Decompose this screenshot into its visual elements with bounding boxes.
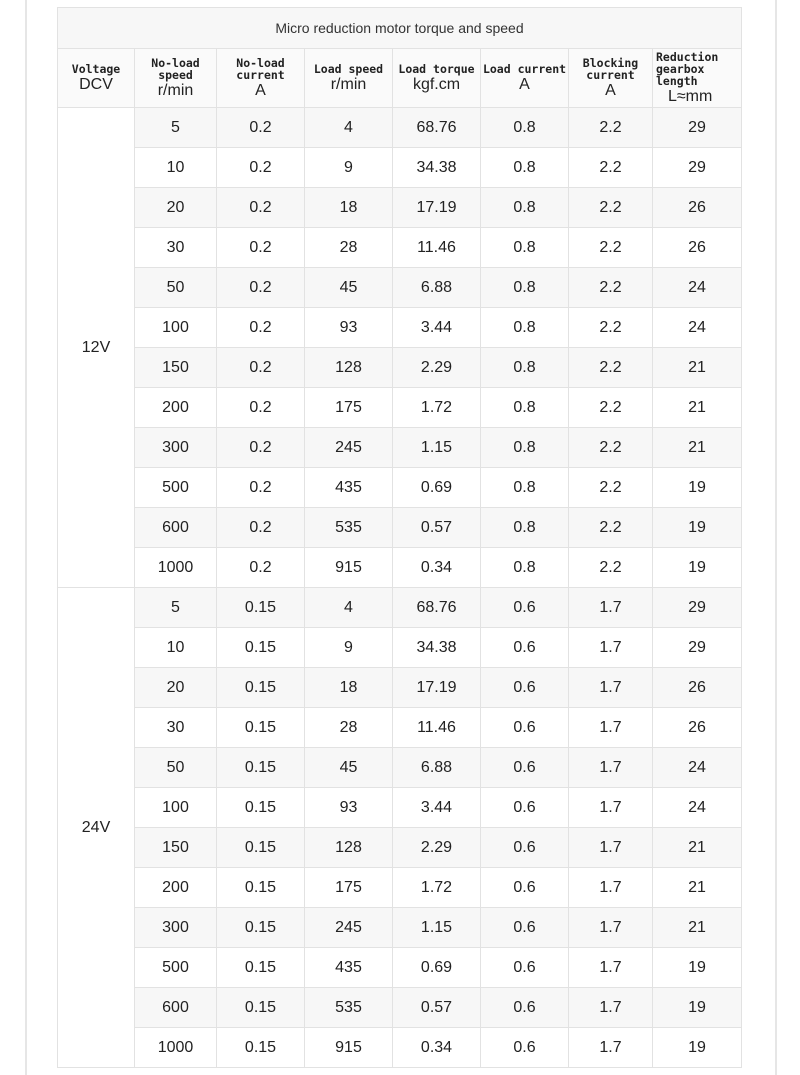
table-cell: 0.6 xyxy=(481,988,569,1028)
table-cell: 2.2 xyxy=(569,508,653,548)
table-cell: 0.8 xyxy=(481,348,569,388)
column-header-label: Blocking current xyxy=(582,55,639,82)
table-cell: 1.7 xyxy=(569,868,653,908)
table-cell: 0.34 xyxy=(393,548,481,588)
table-cell: 2.2 xyxy=(569,308,653,348)
table-row xyxy=(58,428,742,468)
table-cell: 21 xyxy=(653,908,742,948)
table-cell: 300 xyxy=(135,428,217,468)
table-cell: 1.7 xyxy=(569,988,653,1028)
table-cell: 175 xyxy=(305,868,393,908)
table-row xyxy=(58,588,742,628)
table-cell: 4 xyxy=(305,108,393,148)
table-cell: 0.6 xyxy=(481,788,569,828)
table-cell: 26 xyxy=(653,668,742,708)
table-cell: 3.44 xyxy=(393,308,481,348)
column-header-label: Reduction gearbox length xyxy=(656,49,719,88)
table-cell: 0.6 xyxy=(481,748,569,788)
table-cell: 0.8 xyxy=(481,508,569,548)
table-cell: 29 xyxy=(653,628,742,668)
table-row xyxy=(58,868,742,908)
column-header-label: Load speed xyxy=(313,61,384,76)
table-cell: 10 xyxy=(135,148,217,188)
table-cell: 0.15 xyxy=(217,988,305,1028)
table-cell: 0.6 xyxy=(481,948,569,988)
table-row xyxy=(58,308,742,348)
table-cell: 0.2 xyxy=(217,308,305,348)
table-cell: 1.7 xyxy=(569,628,653,668)
column-header-unit: r/min xyxy=(330,75,367,93)
table-cell: 2.2 xyxy=(569,228,653,268)
table-cell: 0.2 xyxy=(217,428,305,468)
table-cell: 24 xyxy=(653,268,742,308)
column-header xyxy=(217,49,305,108)
table-cell: 0.6 xyxy=(481,588,569,628)
table-cell: 19 xyxy=(653,1028,742,1068)
table-cell: 1000 xyxy=(135,1028,217,1068)
table-cell: 0.8 xyxy=(481,388,569,428)
table-cell: 2.29 xyxy=(393,348,481,388)
spec-table xyxy=(57,7,742,1068)
table-cell: 45 xyxy=(305,268,393,308)
table-cell: 5 xyxy=(135,588,217,628)
table-cell: 21 xyxy=(653,348,742,388)
table-cell: 21 xyxy=(653,428,742,468)
voltage-cell: 12V xyxy=(58,108,135,588)
table-row xyxy=(58,548,742,588)
table-row xyxy=(58,668,742,708)
table-cell: 0.6 xyxy=(481,1028,569,1068)
table-cell: 0.15 xyxy=(217,788,305,828)
table-cell: 19 xyxy=(653,988,742,1028)
table-cell: 29 xyxy=(653,108,742,148)
table-row xyxy=(58,708,742,748)
table-row xyxy=(58,348,742,388)
table-cell: 4 xyxy=(305,588,393,628)
table-cell: 0.15 xyxy=(217,868,305,908)
table-cell: 435 xyxy=(305,468,393,508)
table-cell: 500 xyxy=(135,948,217,988)
table-cell: 0.2 xyxy=(217,268,305,308)
table-cell: 19 xyxy=(653,548,742,588)
table-cell: 100 xyxy=(135,308,217,348)
table-cell: 0.2 xyxy=(217,188,305,228)
table-cell: 21 xyxy=(653,388,742,428)
table-cell: 26 xyxy=(653,188,742,228)
column-header xyxy=(305,49,393,108)
table-cell: 0.8 xyxy=(481,268,569,308)
table-cell: 1.7 xyxy=(569,708,653,748)
column-header xyxy=(393,49,481,108)
table-cell: 150 xyxy=(135,348,217,388)
table-cell: 50 xyxy=(135,268,217,308)
voltage-cell: 24V xyxy=(58,588,135,1068)
table-cell: 128 xyxy=(305,828,393,868)
page-edge-right xyxy=(775,0,777,1075)
table-cell: 0.8 xyxy=(481,308,569,348)
column-header-unit: r/min xyxy=(157,81,194,99)
table-cell: 1.7 xyxy=(569,948,653,988)
table-cell: 28 xyxy=(305,708,393,748)
column-header xyxy=(481,49,569,108)
table-cell: 0.6 xyxy=(481,668,569,708)
table-cell: 0.15 xyxy=(217,948,305,988)
table-cell: 2.2 xyxy=(569,468,653,508)
column-header-label: Voltage xyxy=(71,61,121,76)
table-cell: 0.2 xyxy=(217,148,305,188)
table-cell: 24 xyxy=(653,308,742,348)
table-cell: 5 xyxy=(135,108,217,148)
table-cell: 18 xyxy=(305,668,393,708)
column-header-unit: kgf.cm xyxy=(412,75,461,93)
table-cell: 600 xyxy=(135,508,217,548)
table-row xyxy=(58,828,742,868)
table-cell: 0.15 xyxy=(217,828,305,868)
table-cell: 1.7 xyxy=(569,668,653,708)
table-cell: 17.19 xyxy=(393,668,481,708)
table-cell: 9 xyxy=(305,148,393,188)
table-cell: 100 xyxy=(135,788,217,828)
table-cell: 0.15 xyxy=(217,748,305,788)
table-cell: 19 xyxy=(653,468,742,508)
table-cell: 18 xyxy=(305,188,393,228)
table-cell: 0.6 xyxy=(481,868,569,908)
table-cell: 915 xyxy=(305,1028,393,1068)
table-title: Micro reduction motor torque and speed xyxy=(58,8,742,49)
table-cell: 0.8 xyxy=(481,548,569,588)
table-row xyxy=(58,468,742,508)
table-cell: 0.6 xyxy=(481,828,569,868)
table-cell: 1.7 xyxy=(569,588,653,628)
table-cell: 0.6 xyxy=(481,708,569,748)
column-header-label: Load torque xyxy=(398,61,475,76)
table-cell: 0.34 xyxy=(393,1028,481,1068)
column-header-unit: A xyxy=(255,81,266,99)
table-cell: 28 xyxy=(305,228,393,268)
table-row xyxy=(58,908,742,948)
table-cell: 0.2 xyxy=(217,388,305,428)
table-cell: 2.2 xyxy=(569,268,653,308)
table-cell: 1.7 xyxy=(569,1028,653,1068)
table-body xyxy=(58,108,742,1068)
table-cell: 50 xyxy=(135,748,217,788)
table-cell: 9 xyxy=(305,628,393,668)
table-cell: 21 xyxy=(653,868,742,908)
column-header-label: No-load current xyxy=(236,55,285,82)
table-cell: 535 xyxy=(305,508,393,548)
table-cell: 17.19 xyxy=(393,188,481,228)
table-cell: 26 xyxy=(653,228,742,268)
table-cell: 19 xyxy=(653,508,742,548)
table-cell: 200 xyxy=(135,868,217,908)
table-cell: 93 xyxy=(305,788,393,828)
table-cell: 24 xyxy=(653,788,742,828)
table-cell: 6.88 xyxy=(393,748,481,788)
table-cell: 0.8 xyxy=(481,188,569,228)
table-cell: 128 xyxy=(305,348,393,388)
table-cell: 2.2 xyxy=(569,388,653,428)
table-cell: 435 xyxy=(305,948,393,988)
table-cell: 0.15 xyxy=(217,1028,305,1068)
table-cell: 0.15 xyxy=(217,708,305,748)
table-cell: 535 xyxy=(305,988,393,1028)
table-cell: 26 xyxy=(653,708,742,748)
table-row xyxy=(58,948,742,988)
table-cell: 11.46 xyxy=(393,228,481,268)
table-row xyxy=(58,108,742,148)
table-cell: 68.76 xyxy=(393,108,481,148)
table-cell: 11.46 xyxy=(393,708,481,748)
table-cell: 0.8 xyxy=(481,428,569,468)
table-cell: 1.7 xyxy=(569,908,653,948)
table-cell: 3.44 xyxy=(393,788,481,828)
table-cell: 0.57 xyxy=(393,508,481,548)
table-cell: 0.69 xyxy=(393,948,481,988)
table-row xyxy=(58,788,742,828)
table-cell: 2.2 xyxy=(569,548,653,588)
table-cell: 500 xyxy=(135,468,217,508)
table-cell: 0.8 xyxy=(481,468,569,508)
table-cell: 24 xyxy=(653,748,742,788)
table-row xyxy=(58,748,742,788)
table-cell: 1.72 xyxy=(393,388,481,428)
table-cell: 68.76 xyxy=(393,588,481,628)
column-header-unit: DCV xyxy=(79,75,113,93)
table-cell: 0.2 xyxy=(217,348,305,388)
table-cell: 1.15 xyxy=(393,908,481,948)
table-cell: 2.2 xyxy=(569,188,653,228)
table-cell: 2.2 xyxy=(569,428,653,468)
table-cell: 2.2 xyxy=(569,348,653,388)
column-header-label: No-load speed xyxy=(151,55,200,82)
table-cell: 175 xyxy=(305,388,393,428)
table-cell: 6.88 xyxy=(393,268,481,308)
table-cell: 0.15 xyxy=(217,668,305,708)
table-cell: 0.15 xyxy=(217,908,305,948)
page-edge-left xyxy=(25,0,27,1075)
table-cell: 2.2 xyxy=(569,108,653,148)
column-header-label: Load current xyxy=(482,61,567,76)
table-cell: 2.2 xyxy=(569,148,653,188)
table-row xyxy=(58,508,742,548)
table-cell: 1.7 xyxy=(569,748,653,788)
table-cell: 45 xyxy=(305,748,393,788)
table-cell: 0.8 xyxy=(481,108,569,148)
table-row xyxy=(58,148,742,188)
table-cell: 1.7 xyxy=(569,828,653,868)
table-cell: 21 xyxy=(653,828,742,868)
column-header xyxy=(135,49,217,108)
column-header-unit: L≈mm xyxy=(668,87,713,105)
table-cell: 29 xyxy=(653,148,742,188)
table-cell: 200 xyxy=(135,388,217,428)
table-row xyxy=(58,388,742,428)
table-row xyxy=(58,268,742,308)
column-header-unit: A xyxy=(519,75,530,93)
table-row xyxy=(58,628,742,668)
column-header xyxy=(653,49,742,108)
table-row xyxy=(58,988,742,1028)
table-cell: 0.15 xyxy=(217,628,305,668)
table-cell: 0.15 xyxy=(217,588,305,628)
table-cell: 1.72 xyxy=(393,868,481,908)
table-cell: 300 xyxy=(135,908,217,948)
table-cell: 0.2 xyxy=(217,228,305,268)
table-cell: 0.2 xyxy=(217,548,305,588)
table-cell: 0.2 xyxy=(217,108,305,148)
table-cell: 0.6 xyxy=(481,908,569,948)
spec-table-container xyxy=(57,7,741,1068)
table-cell: 0.6 xyxy=(481,628,569,668)
table-cell: 0.69 xyxy=(393,468,481,508)
table-cell: 1000 xyxy=(135,548,217,588)
header-row xyxy=(58,49,742,108)
column-header xyxy=(58,49,135,108)
table-cell: 600 xyxy=(135,988,217,1028)
table-cell: 30 xyxy=(135,228,217,268)
table-cell: 150 xyxy=(135,828,217,868)
table-cell: 0.8 xyxy=(481,148,569,188)
table-cell: 245 xyxy=(305,908,393,948)
table-cell: 915 xyxy=(305,548,393,588)
table-cell: 34.38 xyxy=(393,148,481,188)
table-cell: 34.38 xyxy=(393,628,481,668)
table-cell: 1.15 xyxy=(393,428,481,468)
table-cell: 0.57 xyxy=(393,988,481,1028)
table-cell: 30 xyxy=(135,708,217,748)
table-cell: 10 xyxy=(135,628,217,668)
table-cell: 1.7 xyxy=(569,788,653,828)
table-cell: 20 xyxy=(135,188,217,228)
table-cell: 2.29 xyxy=(393,828,481,868)
table-row xyxy=(58,188,742,228)
table-row xyxy=(58,228,742,268)
column-header-unit: A xyxy=(605,81,616,99)
table-cell: 0.2 xyxy=(217,508,305,548)
table-cell: 19 xyxy=(653,948,742,988)
column-header xyxy=(569,49,653,108)
table-cell: 0.8 xyxy=(481,228,569,268)
table-cell: 245 xyxy=(305,428,393,468)
table-row xyxy=(58,1028,742,1068)
table-cell: 93 xyxy=(305,308,393,348)
table-cell: 29 xyxy=(653,588,742,628)
table-cell: 0.2 xyxy=(217,468,305,508)
table-cell: 20 xyxy=(135,668,217,708)
